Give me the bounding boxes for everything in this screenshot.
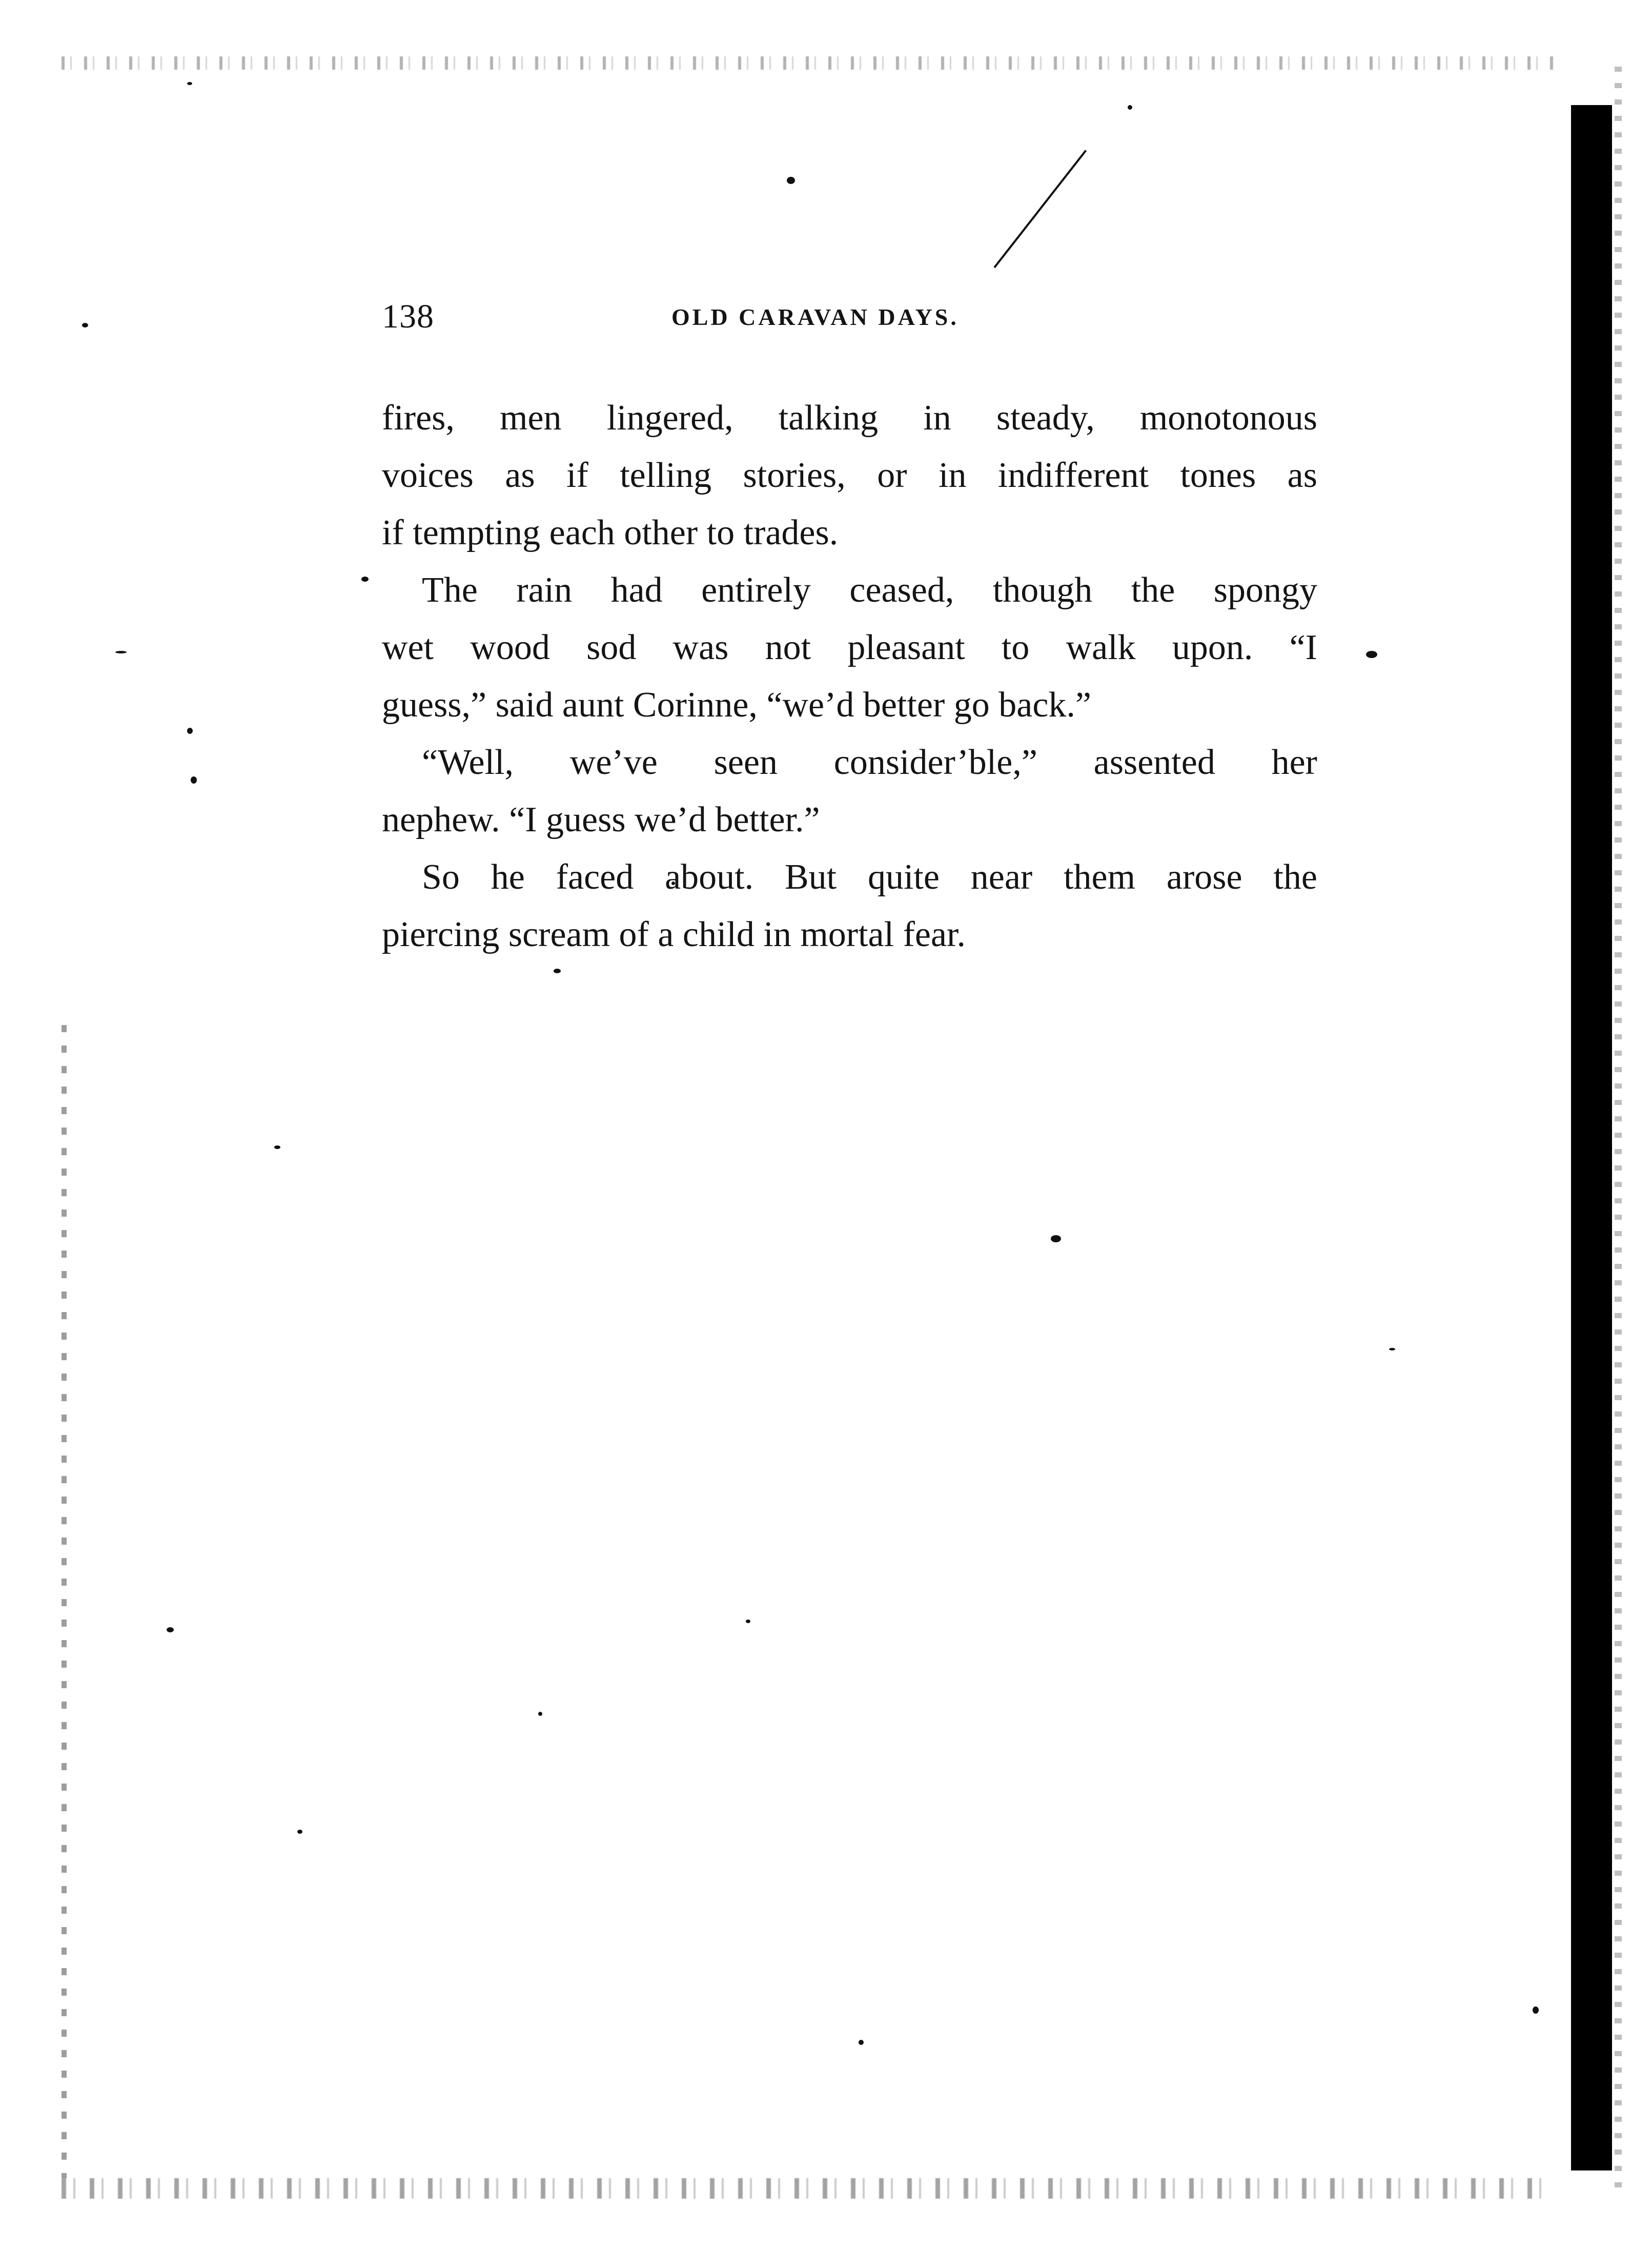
dust-speck xyxy=(538,1712,542,1716)
pencil-mark xyxy=(993,150,1087,268)
text-line: nephew. “I guess we’d better.” xyxy=(382,800,820,839)
dust-speck xyxy=(1366,651,1377,658)
dust-speck xyxy=(82,323,88,327)
text-line: voices as if telling stories, or in indifferent tones as xyxy=(382,456,1317,495)
text-line: fires, men lingered, talking in steady, monotonous xyxy=(382,398,1317,438)
text-line: The rain had entirely ceased, though the spongy xyxy=(422,570,1317,610)
dust-speck xyxy=(187,82,192,85)
dust-speck xyxy=(859,2040,864,2045)
dust-speck xyxy=(297,1830,302,1834)
dust-speck xyxy=(746,1620,750,1623)
body-text xyxy=(382,390,1317,964)
text-line: if tempting each other to trades. xyxy=(382,513,839,552)
scan-noise-bottom-edge xyxy=(62,2178,1548,2199)
book-spine-edge xyxy=(1615,67,1622,2188)
dust-speck xyxy=(787,177,795,184)
running-title: OLD CARAVAN DAYS. xyxy=(671,304,959,330)
dust-speck xyxy=(554,969,561,973)
dust-speck xyxy=(167,1627,174,1632)
scan-noise-top-edge xyxy=(62,56,1558,70)
text-line: guess,” said aunt Corinne, “we’d better go back.” xyxy=(382,685,1091,725)
dust-speck xyxy=(361,577,369,582)
running-head xyxy=(382,297,1315,338)
dust-speck xyxy=(1051,1235,1061,1242)
dust-speck xyxy=(1128,105,1132,110)
dust-speck xyxy=(274,1145,280,1149)
text-line: “Well, we’ve seen consider’ble,” assented her xyxy=(422,743,1317,782)
dust-speck xyxy=(191,776,197,784)
dust-speck xyxy=(1533,2006,1539,2014)
dust-speck xyxy=(115,651,127,653)
dust-speck xyxy=(187,728,193,734)
text-line: wet wood sod was not pleasant to walk upon. “I xyxy=(382,628,1317,667)
text-line: So he faced about. But quite near them arose the xyxy=(422,857,1317,897)
book-spine-shadow xyxy=(1571,105,1612,2170)
dust-speck xyxy=(1389,1348,1395,1350)
text-line: piercing scream of a child in mortal fear. xyxy=(382,915,966,954)
page-number: 138 xyxy=(382,298,434,335)
scan-noise-left-edge xyxy=(62,1025,67,2178)
